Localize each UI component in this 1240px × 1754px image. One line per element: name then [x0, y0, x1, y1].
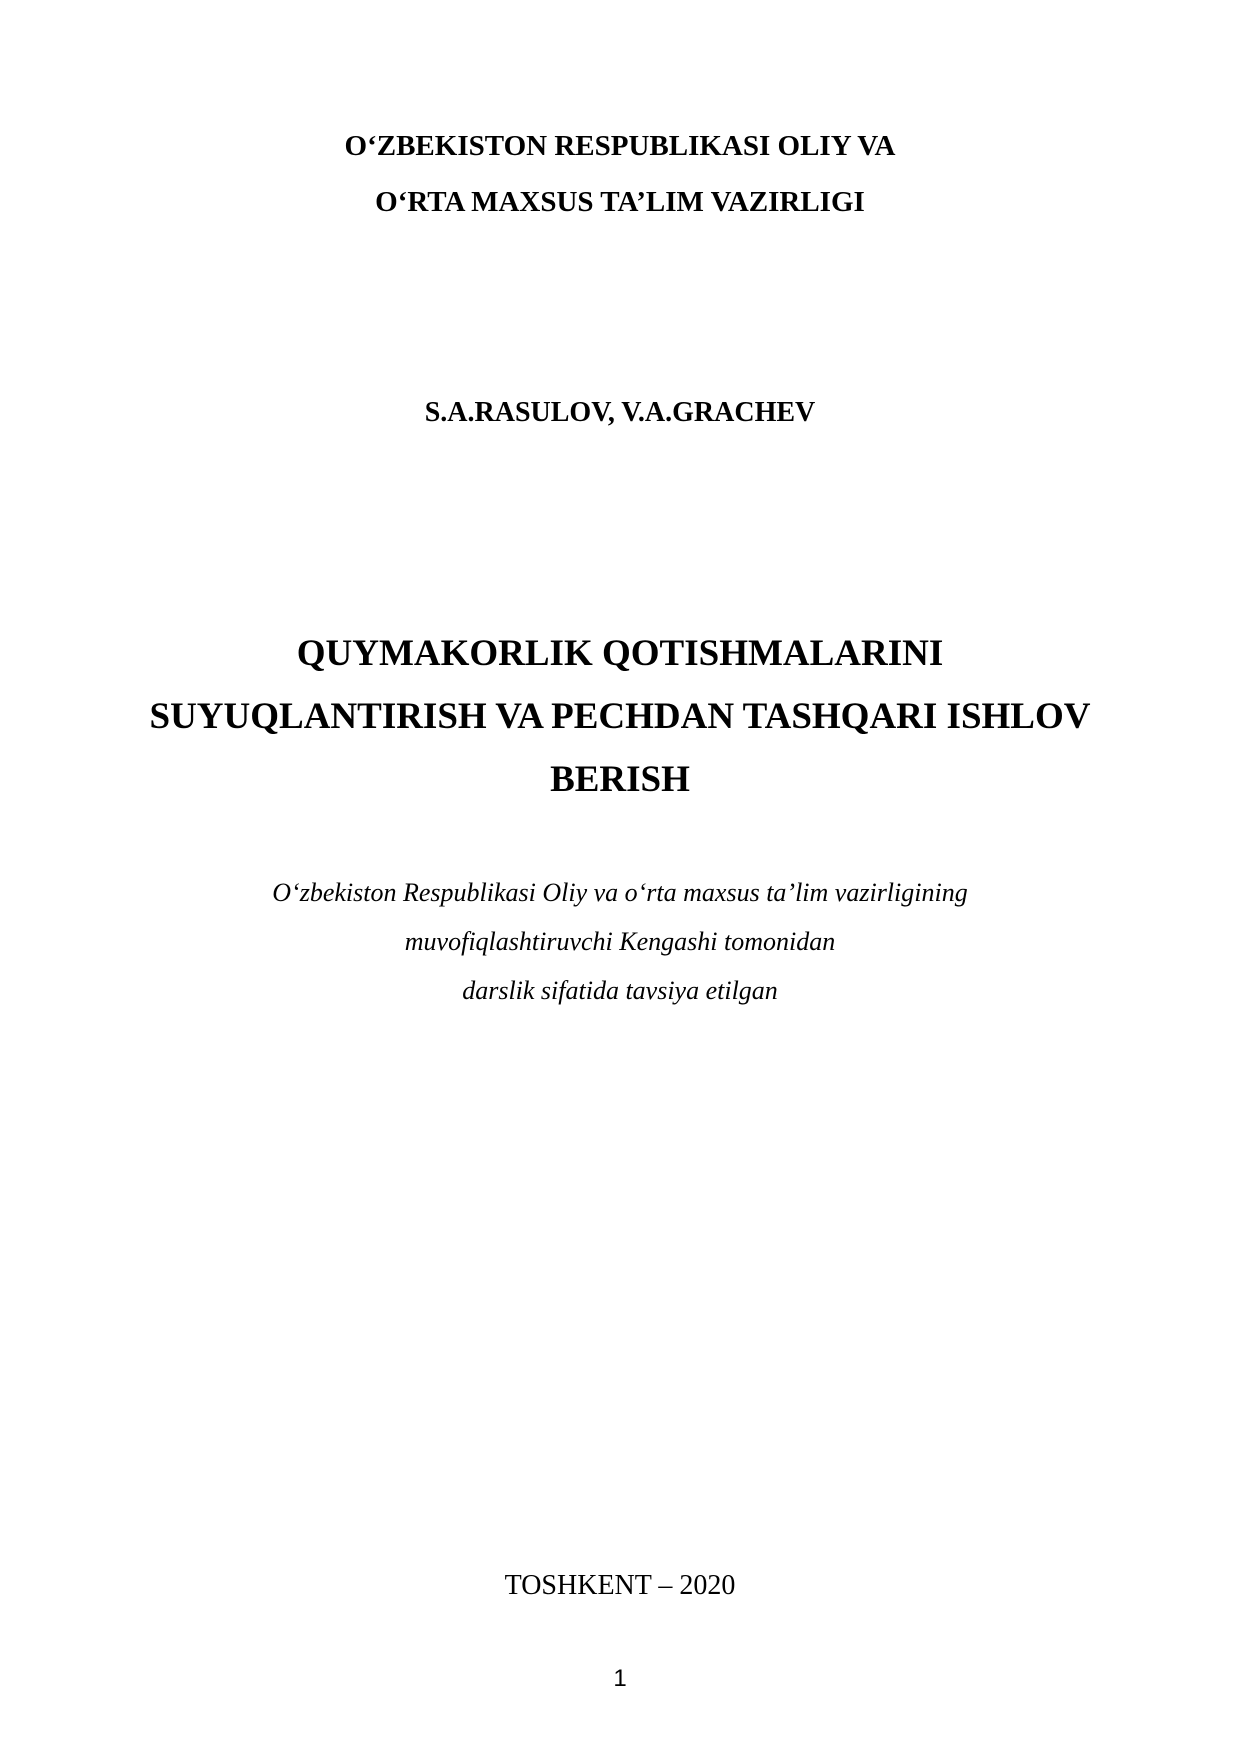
title-line-3: BERISH: [550, 759, 690, 800]
city-year-text: TOSHKENT – 2020: [504, 1570, 736, 1601]
city-year: [0, 1568, 1240, 1604]
approval-line-3: darslik sifatida tavsiya etilgan: [462, 976, 778, 1005]
authors: [0, 395, 1240, 431]
title-line-2: SUYUQLANTIRISH VA PECHDAN TASHQARI ISHLOV: [149, 696, 1091, 737]
book-title: [0, 622, 1240, 811]
ministry-heading: [0, 118, 1240, 230]
page-number: [0, 1664, 1240, 1694]
title-line-1: QUYMAKORLIK QOTISHMALARINI: [296, 633, 944, 674]
approval-note: [0, 868, 1240, 1015]
authors-text: S.A.RASULOV, V.A.GRACHEV: [424, 397, 816, 428]
ministry-line-1: O‘ZBEKISTON RESPUBLIKASI OLIY VA: [344, 130, 896, 162]
approval-line-1: O‘zbekiston Respublikasi Oliy va o‘rta maxsus ta’lim vazirligining: [272, 878, 968, 907]
ministry-line-2: O‘RTA MAXSUS TA’LIM VAZIRLIGI: [375, 186, 865, 218]
page-number-text: 1: [613, 1665, 627, 1692]
approval-line-2: muvofiqlashtiruvchi Kengashi tomonidan: [404, 927, 836, 956]
